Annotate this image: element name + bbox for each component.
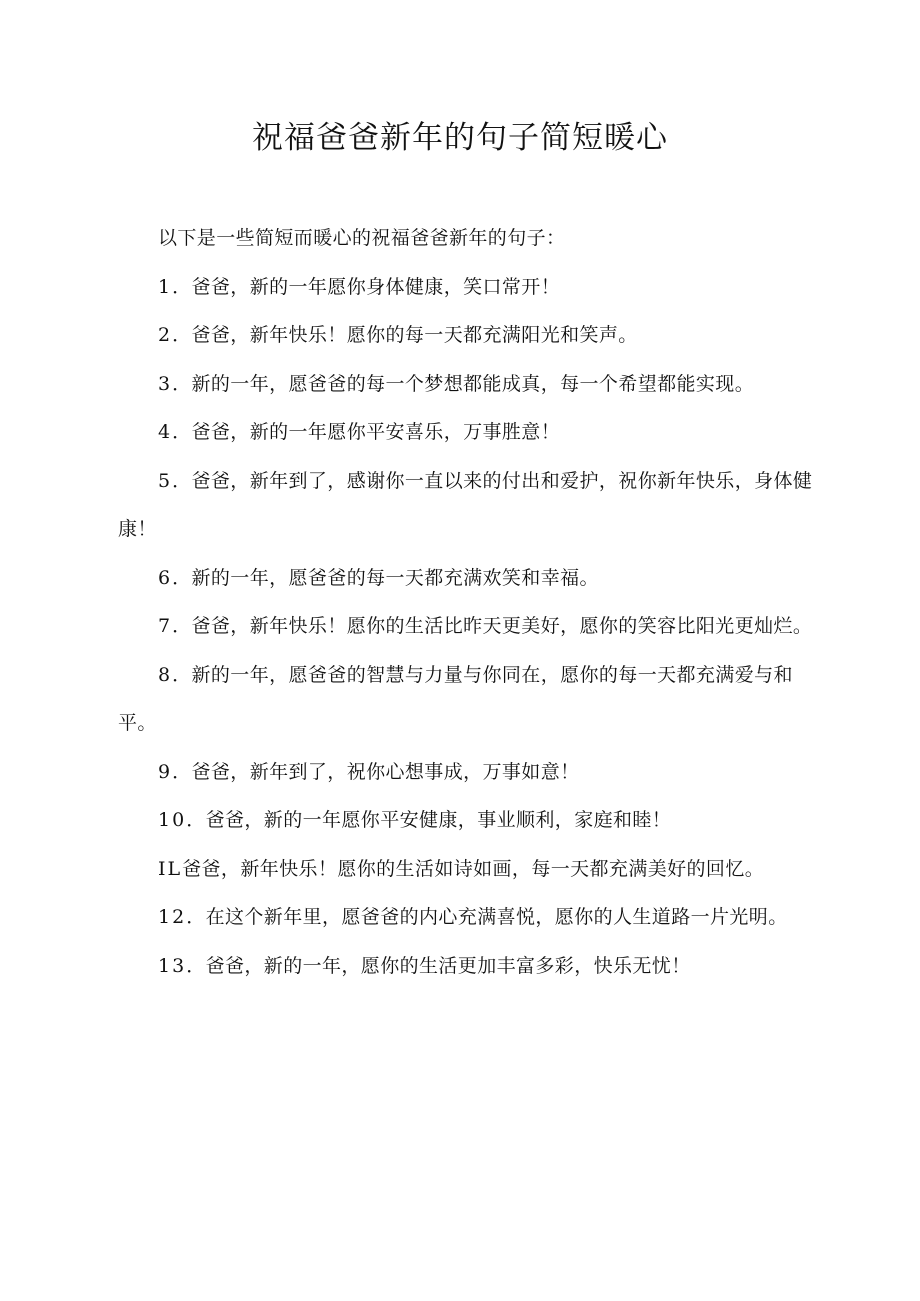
item-text: ．爸爸，新年快乐！愿你的每一天都充满阳光和笑声。 bbox=[172, 324, 638, 346]
item-text: ．爸爸，新的一年愿你平安喜乐，万事胜意！ bbox=[172, 421, 561, 443]
document-title: 祝福爸爸新年的句子简短暖心 bbox=[252, 120, 668, 156]
item-number: 2 bbox=[158, 324, 173, 346]
item-number: 10 bbox=[158, 809, 187, 831]
list-item bbox=[118, 311, 818, 360]
item-number: 9 bbox=[158, 760, 173, 783]
item-text: ．新的一年，愿爸爸的每一个梦想都能成真，每一个希望都能实现。 bbox=[172, 372, 755, 395]
list-item bbox=[118, 554, 818, 603]
item-text: ．爸爸，新的一年愿你平安健康，事业顺利，家庭和睦！ bbox=[186, 809, 672, 831]
list-item bbox=[118, 942, 818, 991]
item-text: ．新的一年，愿爸爸的每一天都充满欢笑和幸福。 bbox=[172, 566, 599, 589]
list-item bbox=[118, 408, 818, 457]
item-text: ．爸爸，新年快乐！愿你的生活比昨天更美好，愿你的笑容比阳光更灿烂。 bbox=[172, 615, 813, 637]
list-item bbox=[118, 360, 818, 409]
item-text: ．新的一年，愿爸爸的智慧与力量与你同在，愿你的每一天都充满爱与和平。 bbox=[118, 663, 793, 734]
item-text: ．爸爸，新的一年愿你身体健康，笑口常开！ bbox=[172, 275, 561, 298]
item-number: 12 bbox=[158, 906, 187, 928]
item-number: 6 bbox=[158, 566, 173, 589]
item-number: IL bbox=[158, 857, 183, 880]
list-item bbox=[118, 263, 818, 312]
list-item bbox=[118, 845, 818, 894]
list-item bbox=[118, 893, 818, 942]
list-item bbox=[118, 748, 818, 797]
item-text: ．爸爸，新年到了，感谢你一直以来的付出和爱护，祝你新年快乐，身体健康！ bbox=[118, 469, 813, 540]
item-number: 13 bbox=[158, 954, 187, 977]
item-text: ．爸爸，新的一年，愿你的生活更加丰富多彩，快乐无忧！ bbox=[186, 954, 691, 977]
list-item bbox=[118, 796, 818, 845]
document-body bbox=[118, 214, 818, 990]
item-number: 5 bbox=[158, 469, 173, 492]
item-number: 7 bbox=[158, 615, 173, 637]
item-text: ．在这个新年里，愿爸爸的内心充满喜悦，愿你的人生道路一片光明。 bbox=[186, 906, 788, 928]
list-item bbox=[118, 457, 818, 554]
item-number: 4 bbox=[158, 421, 173, 443]
item-number: 1 bbox=[158, 275, 173, 298]
item-text: 爸爸，新年快乐！愿你的生活如诗如画，每一天都充满美好的回忆。 bbox=[182, 857, 765, 880]
intro-paragraph: 以下是一些简短而暖心的祝福爸爸新年的句子： bbox=[158, 227, 566, 249]
item-text: ．爸爸，新年到了，祝你心想事成，万事如意！ bbox=[172, 760, 580, 783]
item-number: 8 bbox=[158, 663, 173, 686]
list-item bbox=[118, 602, 818, 651]
item-number: 3 bbox=[158, 372, 173, 395]
list-item bbox=[118, 651, 818, 748]
